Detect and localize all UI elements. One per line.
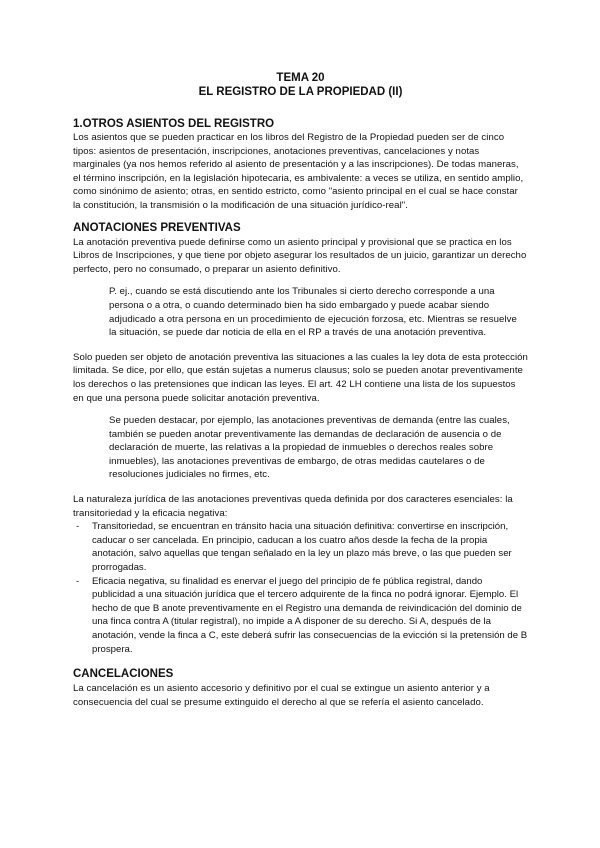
bullet-dash: -	[76, 575, 80, 587]
section-heading-anotaciones: ANOTACIONES PREVENTIVAS	[73, 221, 241, 234]
anotaciones-definition-paragraph: La anotación preventiva puede definirse como un asiento principal y provisional que se practica en los Libros de Inscripciones, y que tiene por objeto asegurar los resultados de un juicio, garantizar un derecho perfecto, pero no consumado, o preparar un asiento definitivo.	[73, 236, 527, 275]
anotaciones-example-paragraph: P. ej., cuando se está discutiendo ante los Tribunales si cierto derecho corresponde a una persona o a otra, o cuando determinado bien ha sido embargado y puede acabar siendo adjudicado a otra persona en un procedimiento de ejecución forzosa, etc. Mientras se resuelve la situación, se puede dar noticia de ella en el RP a través de una anotación preventiva.	[109, 286, 517, 339]
document-title: EL REGISTRO DE LA PROPIEDAD (II)	[198, 86, 403, 98]
cancelaciones-paragraph: La cancelación es un asiento accesorio y definitivo por el cual se extingue un asiento anterior y a consecuencia del cual se presume extinguido el derecho al que se refería el asiento cancelado.	[73, 683, 490, 708]
otros-asientos-paragraph: Los asientos que se pueden practicar en los libros del Registro de la Propiedad pueden ser de cinco tipos: asientos de presentación, inscripciones, anotaciones preventivas, cancelaciones y notas marginales (ya nos hemos referido al asiento de presentación y a las inscripciones). De todas maneras, el término inscripción, en la legislación hipotecaria, es ambivalente: a veces se utiliza, en sentido amplio, como sinónimo de asiento; otras, en sentido estricto, como "asiento principal en el cual se hace constar la constitución, la transmisión o la modificación de una situación jurídico-real".	[73, 132, 524, 211]
bullet-dash: -	[76, 521, 80, 533]
list-item-text: Transitoriedad, se encuentran en tránsito hacia una situación definitiva: convertirse en inscripción, caducar o ser cancelada. En principio, caducan a los cuatro años desde la fecha de la propia anotación, salvo aquellas que tengan señalado en la ley un plazo más breve, o las que pueden ser prorrogadas.	[92, 521, 512, 574]
section-heading-otros-asientos: 1.OTROS ASIENTOS DEL REGISTRO	[73, 118, 275, 130]
list-item	[73, 575, 528, 657]
list-item	[73, 520, 528, 574]
document-page	[73, 71, 528, 709]
list-item-text: Eficacia negativa, su finalidad es enervar el juego del principio de fe pública registral, dando publicidad a una situación jurídica que el tercero adquirente de la finca no podrá ignorar. Ejemplo. El hecho de que B anote preventivamente en el Registro una demanda de reivindicación del dominio de una finca contra A (titular registral), no impide a A disponer de su derecho. Si A, después de la anotación, vende la finca a C, este deberá sufrir las consecuencias de la evicción si la pretensión de B prospera.	[92, 575, 528, 655]
caracteres-list	[73, 520, 528, 656]
numerus-clausus-paragraph: Solo pueden ser objeto de anotación preventiva las situaciones a las cuales la ley dota de esta protección limitada. Se dice, por ello, que están sujetas a numerus clausus; solo se pueden anotar preventivamente los derechos o las pretensiones que indican las leyes. El art. 42 LH contiene una lista de los supuestos en que una persona puede solicitar anotación preventiva.	[73, 351, 528, 404]
demanda-example-paragraph: Se pueden destacar, por ejemplo, las anotaciones preventivas de demanda (entre las cuales, también se pueden anotar preventivamente las demandas de declaración de ausencia o de declaración de muerte, las relativas a la propiedad de inmuebles o derechos reales sobre inmuebles), las anotaciones preventivas de embargo, de otras medidas cautelares o de resoluciones judiciales no firmes, etc.	[109, 415, 510, 481]
tema-number: TEMA 20	[276, 72, 325, 84]
section-heading-cancelaciones: CANCELACIONES	[73, 668, 174, 681]
naturaleza-juridica-paragraph: La naturaleza jurídica de las anotaciones preventivas queda definida por dos caracteres esenciales: la transitoriedad y la eficacia negativa:	[73, 494, 513, 519]
